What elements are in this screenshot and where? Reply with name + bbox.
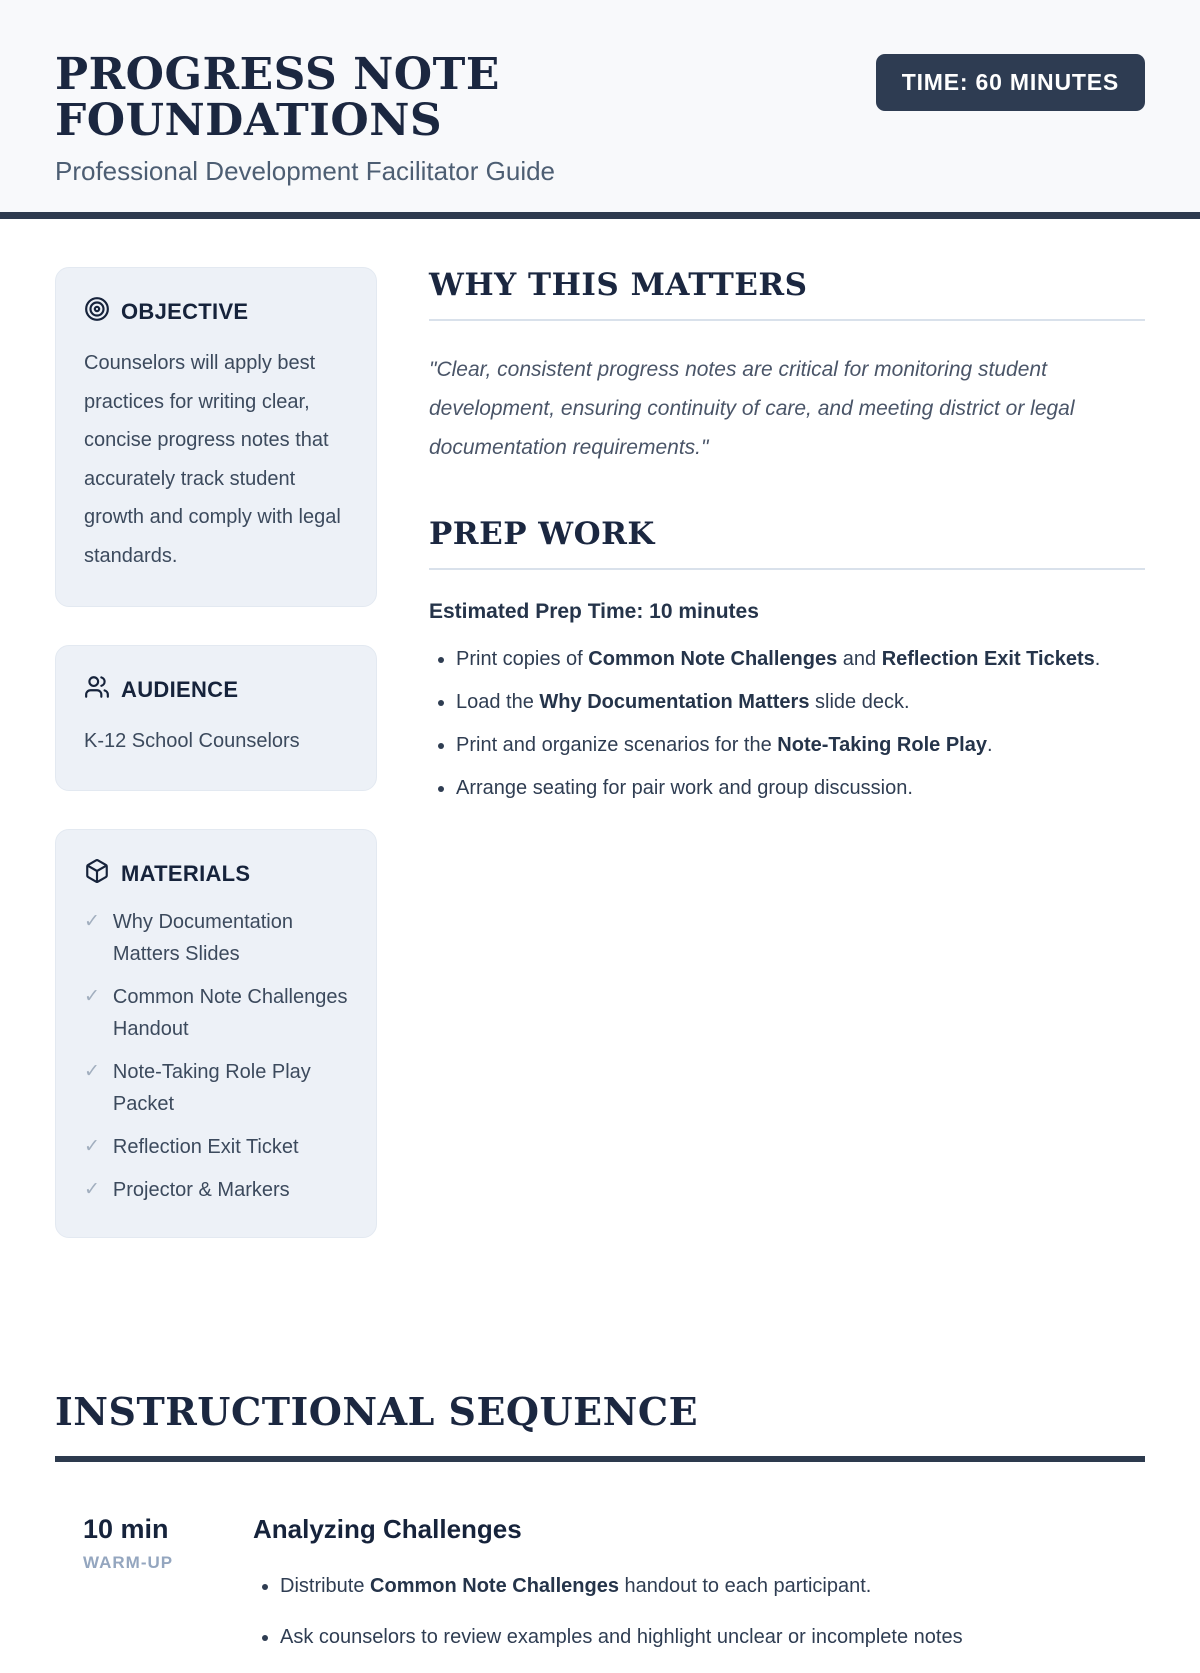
audience-text: K-12 School Counselors xyxy=(84,729,300,752)
materials-list-item xyxy=(84,1056,348,1120)
text-segment: . xyxy=(986,733,993,756)
activity-meta xyxy=(55,1514,227,1673)
bold-text-segment: Note-Taking Role Play xyxy=(777,733,987,756)
main-column xyxy=(429,267,1145,1276)
prep-work-heading: PREP WORK xyxy=(429,516,1145,570)
sidebar xyxy=(55,267,377,1276)
check-icon: ✓ xyxy=(84,1136,100,1158)
bold-text-segment: Common Note Challenges xyxy=(370,1574,619,1597)
bullet-text xyxy=(280,1626,963,1648)
page-header xyxy=(0,0,1200,219)
materials-card-header xyxy=(84,858,348,890)
activity-duration: 10 min xyxy=(83,1513,169,1544)
check-icon: ✓ xyxy=(84,1061,100,1083)
prep-work-list xyxy=(429,644,1145,804)
objective-text: Counselors will apply best practices for writing clear, concise progress notes that accurately track student growth and comply with legal standards. xyxy=(84,352,341,567)
text-segment: Ask counselors to review examples and highlight unclear or incomplete notes xyxy=(280,1625,963,1648)
activity-bullet-list xyxy=(253,1571,1145,1653)
text-segment: Print copies of xyxy=(456,647,589,670)
materials-label: MATERIALS xyxy=(121,861,251,887)
bullet-text xyxy=(280,1575,871,1597)
activity-title: Analyzing Challenges xyxy=(253,1513,522,1544)
materials-list-item xyxy=(84,1174,348,1206)
audience-card-header xyxy=(84,674,348,706)
bold-text-segment: Why Documentation Matters xyxy=(539,690,810,713)
bullet-text xyxy=(456,777,913,799)
materials-item-text: Common Note Challenges Handout xyxy=(112,986,348,1041)
prep-work-bullet xyxy=(456,773,1145,804)
bold-text-segment: Common Note Challenges xyxy=(588,647,838,670)
text-segment: Arrange seating for pair work and group discussion. xyxy=(456,776,913,799)
activity-bullet xyxy=(280,1571,1145,1602)
check-icon: ✓ xyxy=(84,986,100,1008)
materials-card xyxy=(55,829,377,1238)
why-this-matters-quote: "Clear, consistent progress notes are critical for monitoring student development, ensuring continuity of care, and meeting district or legal documentation requirements." xyxy=(429,358,1075,459)
bold-text-segment: Reflection Exit Tickets xyxy=(881,647,1095,670)
check-icon: ✓ xyxy=(84,911,100,933)
activity-bullet xyxy=(280,1622,1145,1653)
text-segment: slide deck. xyxy=(809,690,910,713)
materials-list-item xyxy=(84,906,348,970)
objective-label: OBJECTIVE xyxy=(121,299,249,324)
instructional-sequence-section xyxy=(0,1389,1200,1673)
text-segment: . xyxy=(1094,647,1101,670)
text-segment: Load the xyxy=(456,690,540,713)
instructional-sequence-heading: INSTRUCTIONAL SEQUENCE xyxy=(55,1388,699,1434)
prep-work-bullet xyxy=(456,730,1145,761)
page-title: PROGRESS NOTE FOUNDATIONS xyxy=(55,49,500,147)
audience-label: AUDIENCE xyxy=(121,676,239,702)
objective-card xyxy=(55,267,377,607)
text-segment: Distribute xyxy=(280,1574,371,1597)
activity-body xyxy=(227,1514,1145,1673)
audience-card xyxy=(55,645,377,792)
why-this-matters-heading: WHY THIS MATTERS xyxy=(429,267,1145,321)
target-icon xyxy=(84,296,110,328)
materials-list xyxy=(84,906,348,1207)
materials-item-text: Note-Taking Role Play Packet xyxy=(112,1061,311,1116)
section-divider xyxy=(55,1456,1145,1462)
bullet-text xyxy=(456,734,993,756)
text-segment: and xyxy=(837,647,882,670)
content-columns xyxy=(0,219,1200,1276)
materials-item-text: Projector & Markers xyxy=(112,1179,290,1202)
materials-list-item xyxy=(84,981,348,1045)
prep-work-bullet xyxy=(456,644,1145,675)
activity-phase-badge: WARM-UP xyxy=(83,1552,174,1572)
box-icon xyxy=(84,858,110,890)
materials-list-item xyxy=(84,1131,348,1163)
time-badge: TIME: 60 MINUTES xyxy=(876,54,1145,111)
prep-work-bullet xyxy=(456,687,1145,718)
materials-item-text: Why Documentation Matters Slides xyxy=(112,911,293,966)
activity-row xyxy=(55,1514,1145,1673)
header-titles xyxy=(55,49,876,187)
text-segment: handout to each participant. xyxy=(618,1574,872,1597)
check-icon: ✓ xyxy=(84,1179,100,1201)
prep-time-text: Estimated Prep Time: 10 minutes xyxy=(429,599,759,623)
users-icon xyxy=(84,674,110,706)
text-segment: Print and organize scenarios for the xyxy=(456,733,778,756)
bullet-text xyxy=(456,648,1100,670)
materials-item-text: Reflection Exit Ticket xyxy=(112,1136,299,1159)
objective-card-header xyxy=(84,296,348,328)
page-subtitle: Professional Development Facilitator Guide xyxy=(55,156,556,187)
bullet-text xyxy=(456,691,910,713)
